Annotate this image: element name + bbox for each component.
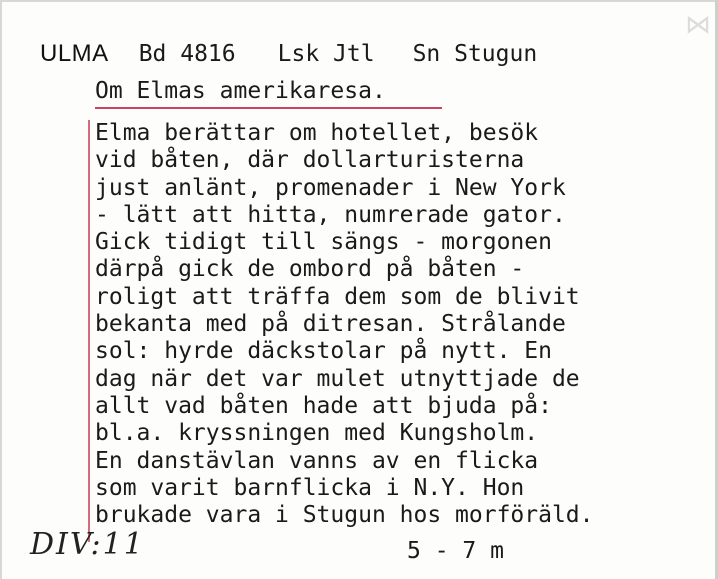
card-header: [40, 40, 537, 68]
body-line: bekanta med på ditresan. Strålande: [95, 311, 566, 338]
county-label: Lsk Jtl: [277, 41, 375, 67]
margin-line: [88, 120, 90, 542]
body-line: just anlänt, promenader i New York: [95, 174, 566, 201]
body-line: bl.a. kryssningen med Kungsholm.: [95, 420, 539, 447]
body-line: - lätt att hitta, numrerade gator.: [95, 201, 566, 228]
card-title: Om Elmas amerikaresa.: [95, 78, 386, 104]
record-number: Bd 4816: [138, 41, 236, 67]
body-line: Elma berättar om hotellet, besök: [95, 120, 539, 146]
body-line: vid båten, där dollarturisterna: [95, 147, 525, 174]
card-edge-top: [0, 0, 718, 2]
body-line: som varit barnflicka i N.Y. Hon: [95, 474, 525, 501]
body-line: Gick tidigt till sängs - morgonen: [95, 229, 552, 256]
card-edge-left: [0, 0, 2, 579]
parish-label: Sn Stugun: [412, 41, 538, 67]
body-text: [95, 120, 594, 529]
body-line: därpå gick de ombord på båten -: [95, 256, 525, 283]
archive-code: ULMA: [40, 40, 109, 67]
body-line: roligt att träffa dem som de blivit: [95, 283, 580, 310]
body-line: dag när det var mulet utnyttjade de: [95, 365, 580, 392]
body-line: En danstävlan vanns av en flicka: [95, 447, 539, 474]
corner-watermark-icon: ⋈: [685, 10, 712, 40]
title-underline: [95, 107, 442, 109]
body-line: allt vad båten hade att bjuda på:: [95, 392, 552, 419]
handwritten-note: DIV:11: [30, 527, 145, 562]
body-line: brukade vara i Stugun hos morföräld.: [95, 502, 594, 529]
body-line: sol: hyrde däckstolar på nytt. En: [95, 338, 552, 365]
page-range: 5 - 7 m: [407, 538, 504, 564]
